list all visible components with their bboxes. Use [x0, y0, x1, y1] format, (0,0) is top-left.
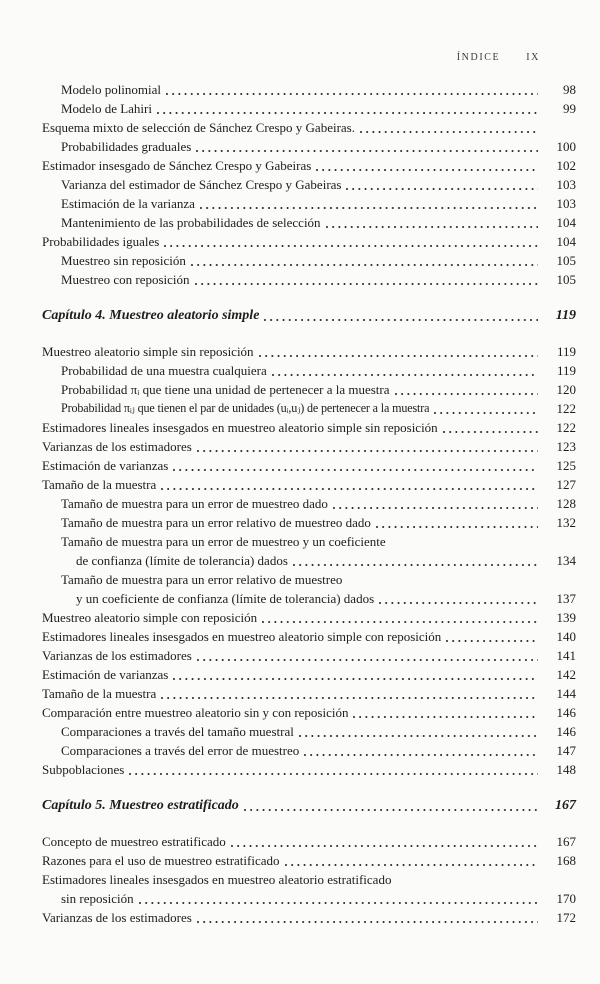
entry-page: 137: [556, 591, 576, 606]
toc-row: [42, 741, 576, 760]
toc-row: [42, 532, 576, 551]
leader-dots: [321, 213, 540, 232]
toc-row: [42, 456, 576, 475]
leader-dots: [168, 665, 540, 684]
leader-dots: [355, 118, 540, 137]
toc-row: [42, 194, 576, 213]
entry-text: Modelo de Lahiri: [61, 101, 152, 116]
toc-row: [42, 494, 576, 513]
entry-text: Tamaño de muestra para un error de muestreo y un coeficiente: [61, 534, 386, 549]
entry-text: Muestreo con reposición: [61, 272, 190, 287]
entry-page: 122: [556, 420, 576, 435]
entry-page: 103: [556, 177, 576, 192]
entry-text: Probabilidades graduales: [61, 139, 192, 154]
entry-text: Tamaño de muestra para un error relativo de muestreo: [61, 572, 343, 587]
toc-row: [42, 399, 576, 418]
toc-row: [42, 232, 576, 251]
entry-page: 146: [556, 724, 576, 739]
leader-dots: [156, 475, 540, 494]
entry-page: 119: [556, 344, 576, 359]
leader-dots: [391, 870, 540, 889]
entry-page: 134: [556, 553, 576, 568]
entry-text: Concepto de muestreo estratificado: [42, 834, 226, 849]
entry-text: Tamaño de muestra para un error relativo de muestreo dado: [61, 515, 371, 530]
entry-text: Capítulo 4. Muestreo aleatorio simple: [42, 308, 260, 323]
entry-page: 128: [556, 496, 576, 511]
entry-text: Comparaciones a través del error de muestreo: [61, 743, 300, 758]
entry-page: 119: [556, 363, 576, 378]
leader-dots: [441, 627, 540, 646]
toc-row: [42, 665, 576, 684]
leader-dots: [168, 456, 540, 475]
entry-page: 147: [556, 743, 576, 758]
leader-dots: [195, 194, 540, 213]
leader-dots: [348, 703, 540, 722]
entry-text: Varianzas de los estimadores: [42, 439, 192, 454]
leader-dots: [124, 760, 540, 779]
toc-row: [42, 832, 576, 851]
leader-dots: [192, 437, 540, 456]
entry-text: Muestreo aleatorio simple sin reposición: [42, 344, 254, 359]
toc-row: [42, 851, 576, 870]
entry-page: 148: [556, 762, 576, 777]
leader-dots: [152, 99, 540, 118]
leader-dots: [280, 851, 540, 870]
toc-row: [42, 342, 576, 361]
entry-text: Razones para el uso de muestreo estratificado: [42, 853, 280, 868]
entry-text: Varianzas de los estimadores: [42, 648, 192, 663]
entry-text: Estimación de la varianza: [61, 196, 195, 211]
entry-page: 99: [563, 101, 576, 116]
entry-page: 100: [556, 139, 576, 154]
toc-row: [42, 156, 576, 175]
toc-row: [42, 760, 576, 779]
leader-dots: [311, 156, 540, 175]
entry-text: Muestreo sin reposición: [61, 253, 186, 268]
leader-dots: [299, 741, 540, 760]
leader-dots: [156, 684, 540, 703]
entry-page: 140: [556, 629, 576, 644]
entry-text: Tamaño de muestra para un error de muestreo dado: [61, 496, 328, 511]
entry-text: Mantenimiento de las probabilidades de selección: [61, 215, 321, 230]
toc-row: [42, 418, 576, 437]
toc-row: [42, 475, 576, 494]
entry-page: 127: [556, 477, 576, 492]
entry-text: sin reposición: [61, 891, 134, 906]
toc-row: [42, 251, 576, 270]
toc-row: [42, 589, 576, 608]
entry-text: Subpoblaciones: [42, 762, 125, 777]
entry-text: Estimación de varianzas: [42, 458, 169, 473]
entry-text: Estimadores lineales insesgados en muestreo aleatorio simple sin reposición: [42, 420, 438, 435]
leader-dots: [161, 80, 540, 99]
toc-row: [42, 684, 576, 703]
toc-row: [42, 437, 576, 456]
entry-text: Probabilidad πᵢⱼ que tienen el par de unidades (uᵢ,uⱼ) de pertenecer a la muestra: [61, 401, 430, 415]
leader-dots: [134, 889, 540, 908]
toc-row: [42, 608, 576, 627]
entry-text: Comparaciones a través del tamaño muestral: [61, 724, 294, 739]
entry-text: Capítulo 5. Muestreo estratificado: [42, 798, 239, 813]
entry-text: Modelo polinomial: [61, 82, 162, 97]
entry-text: Estimación de varianzas: [42, 667, 169, 682]
leader-dots: [342, 570, 540, 589]
entry-text: Estimadores lineales insesgados en muestreo aleatorio simple con reposición: [42, 629, 442, 644]
toc-row: [42, 513, 576, 532]
page-header: [457, 52, 540, 63]
leader-dots: [386, 532, 540, 551]
entry-text: Muestreo aleatorio simple con reposición: [42, 610, 258, 625]
toc-row: [42, 306, 576, 325]
leader-dots: [192, 908, 540, 927]
leader-dots: [341, 175, 540, 194]
entry-text: Probabilidad πᵢ que tiene una unidad de pertenecer a la muestra: [61, 382, 390, 397]
entry-page: 104: [556, 234, 576, 249]
toc-row: [42, 137, 576, 156]
leader-dots: [267, 361, 540, 380]
toc-row: [42, 627, 576, 646]
leader-dots: [390, 380, 540, 399]
leader-dots: [294, 722, 540, 741]
toc-row: [42, 570, 576, 589]
leader-dots: [328, 494, 540, 513]
entry-text: Varianza del estimador de Sánchez Crespo y Gabeiras: [61, 177, 342, 192]
entry-page: 141: [556, 648, 576, 663]
index-label: ÍNDICE: [456, 52, 501, 63]
entry-page: 146: [556, 705, 576, 720]
leader-dots: [371, 513, 540, 532]
toc-row: [42, 870, 576, 889]
entry-page: 167: [556, 834, 576, 849]
toc-row: [42, 646, 576, 665]
toc-row: [42, 270, 576, 289]
entry-text: Probabilidad de una muestra cualquiera: [61, 363, 267, 378]
toc-row: [42, 889, 576, 908]
leader-dots: [239, 796, 540, 815]
entry-text: y un coeficiente de confianza (límite de tolerancia) dados: [76, 591, 375, 606]
entry-text: Estimadores lineales insesgados en muestreo aleatorio estratificado: [42, 872, 392, 887]
toc-row: [42, 361, 576, 380]
entry-page: 98: [563, 82, 576, 97]
leader-dots: [254, 342, 540, 361]
entry-text: Comparación entre muestreo aleatorio sin y con reposición: [42, 705, 349, 720]
entry-page: 144: [556, 686, 576, 701]
toc-row: [42, 551, 576, 570]
entry-page: 104: [556, 215, 576, 230]
entry-page: 105: [556, 253, 576, 268]
leader-dots: [159, 232, 540, 251]
entry-text: Tamaño de la muestra: [42, 686, 157, 701]
toc-row: [42, 118, 576, 137]
entry-page: 139: [556, 610, 576, 625]
toc-list: [42, 80, 576, 927]
page-number-roman: IX: [526, 52, 540, 63]
toc-row: [42, 722, 576, 741]
entry-page: 142: [556, 667, 576, 682]
leader-dots: [288, 551, 540, 570]
entry-text: de confianza (límite de tolerancia) dados: [76, 553, 288, 568]
toc-row: [42, 380, 576, 399]
leader-dots: [186, 251, 540, 270]
entry-page: 120: [556, 382, 576, 397]
entry-page: 119: [555, 308, 576, 323]
entry-text: Tamaño de la muestra: [42, 477, 157, 492]
leader-dots: [226, 832, 540, 851]
leader-dots: [190, 270, 540, 289]
entry-page: 168: [556, 853, 576, 868]
entry-page: 167: [555, 798, 576, 813]
leader-dots: [192, 646, 540, 665]
entry-page: 170: [556, 891, 576, 906]
toc-row: [42, 80, 576, 99]
entry-text: Estimador insesgado de Sánchez Crespo y Gabeiras: [42, 158, 312, 173]
entry-page: 105: [556, 272, 576, 287]
toc-row: [42, 796, 576, 815]
entry-text: Probabilidades iguales: [42, 234, 160, 249]
leader-dots: [257, 608, 540, 627]
entry-page: 123: [556, 439, 576, 454]
toc-row: [42, 703, 576, 722]
toc-row: [42, 908, 576, 927]
leader-dots: [429, 399, 540, 418]
entry-page: 132: [556, 515, 576, 530]
toc-row: [42, 175, 576, 194]
leader-dots: [191, 137, 540, 156]
toc-row: [42, 213, 576, 232]
entry-page: 122: [556, 401, 576, 416]
entry-text: Esquema mixto de selección de Sánchez Crespo y Gabeiras.: [42, 120, 355, 135]
entry-text: Varianzas de los estimadores: [42, 910, 192, 925]
entry-page: 172: [556, 910, 576, 925]
entry-page: 103: [556, 196, 576, 211]
leader-dots: [259, 306, 540, 325]
leader-dots: [438, 418, 540, 437]
entry-page: 102: [556, 158, 576, 173]
entry-page: 125: [556, 458, 576, 473]
leader-dots: [374, 589, 540, 608]
toc-row: [42, 99, 576, 118]
